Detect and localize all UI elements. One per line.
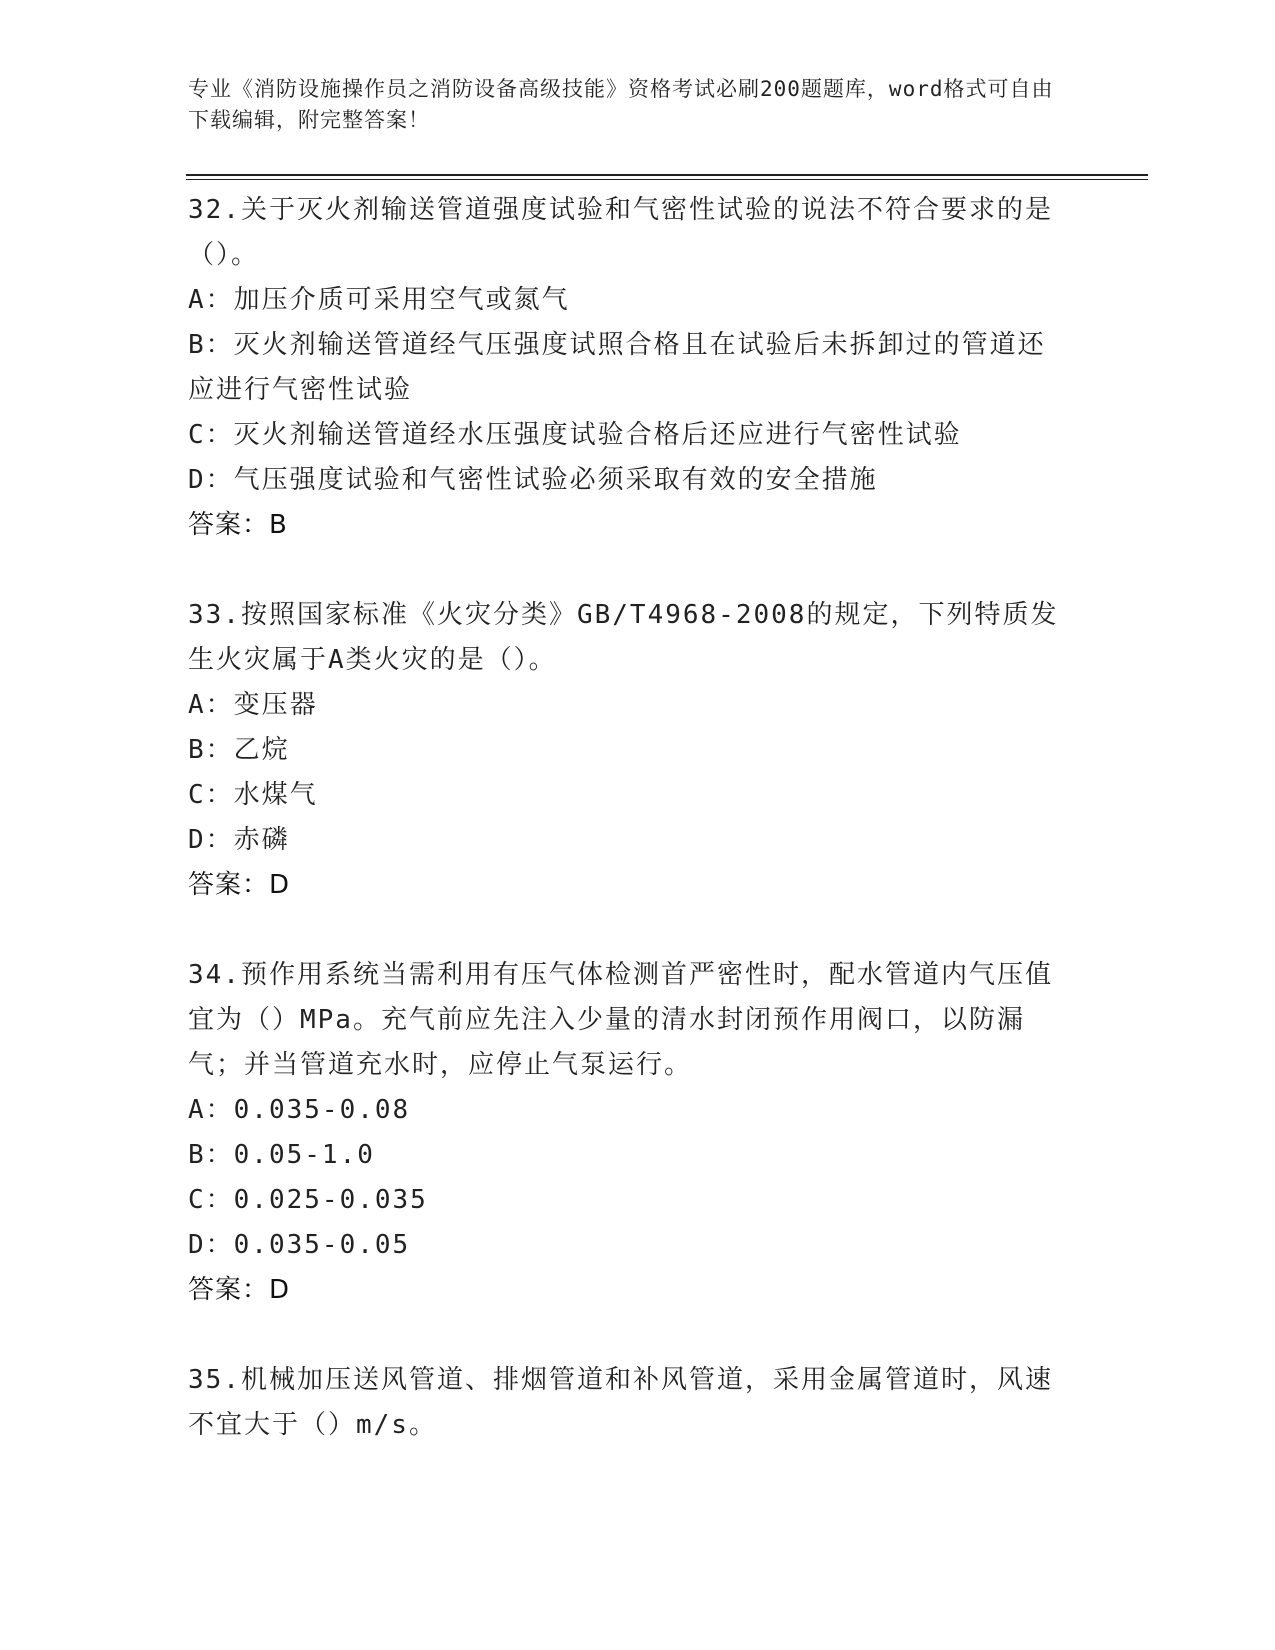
- question-spacer: [188, 1313, 1068, 1358]
- answer: 答案：B: [188, 510, 288, 540]
- option-a: A：0.035-0.08: [188, 1095, 411, 1125]
- document-header: 专业《消防设施操作员之消防设备高级技能》资格考试必刷200题题库，word格式可自由下载编辑，附完整答案！: [188, 77, 1054, 132]
- option-c: C：灭火剂输送管道经水压强度试验合格后还应进行气密性试验: [188, 420, 962, 450]
- question-stem: 34.预作用系统当需利用有压气体检测首严密性时，配水管道内气压值宜为（）MPa。充气前应先注入少量的清水封闭预作用阀口，以防漏气；并当管道充水时，应停止气泵运行。: [188, 960, 1053, 1080]
- option-c: C：水煤气: [188, 780, 318, 810]
- question-spacer: [188, 908, 1068, 953]
- option-c: C：0.025-0.035: [188, 1185, 428, 1215]
- question-spacer: [188, 548, 1068, 593]
- option-d: D：赤磷: [188, 825, 290, 855]
- answer: 答案：D: [188, 1275, 291, 1305]
- question-stem: 33.按照国家标准《火灾分类》GB/T4968-2008的规定，下列特质发生火灾属于A类火灾的是（）。: [188, 600, 1059, 675]
- question-33: [188, 593, 1068, 908]
- question-32: [188, 188, 1068, 548]
- header-divider-thin: [186, 179, 1148, 180]
- option-b: B：灭火剂输送管道经气压强度试照合格且在试验后未拆卸过的管道还应进行气密性试验: [188, 330, 1046, 405]
- question-list: [188, 188, 1068, 1448]
- option-d: D：0.035-0.05: [188, 1230, 411, 1260]
- option-d: D：气压强度试验和气密性试验必须采取有效的安全措施: [188, 465, 878, 495]
- question-35: [188, 1358, 1068, 1448]
- header-divider-thick: [186, 174, 1148, 176]
- answer: 答案：D: [188, 870, 291, 900]
- option-b: B：0.05-1.0: [188, 1140, 375, 1170]
- option-b: B：乙烷: [188, 735, 290, 765]
- question-34: [188, 953, 1068, 1313]
- question-stem: 35.机械加压送风管道、排烟管道和补风管道，采用金属管道时，风速不宜大于（）m/s。: [188, 1365, 1053, 1440]
- option-a: A：加压介质可采用空气或氮气: [188, 285, 570, 315]
- question-stem: 32.关于灭火剂输送管道强度试验和气密性试验的说法不符合要求的是（）。: [188, 195, 1053, 270]
- option-a: A：变压器: [188, 690, 318, 720]
